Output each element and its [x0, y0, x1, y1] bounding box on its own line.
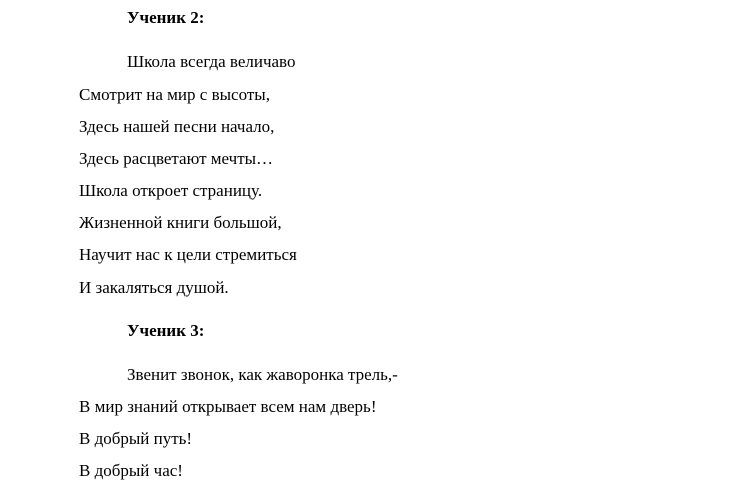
poem-line: В мир знаний открывает всем нам дверь! [79, 397, 377, 416]
poem-line: Школа всегда величаво [127, 52, 296, 71]
speaker-heading: Ученик 3: [127, 321, 205, 340]
speaker-heading: Ученик 2: [127, 8, 205, 27]
poem-line: Школа откроет страницу. [79, 181, 263, 200]
poem-line: Здесь расцветают мечты… [79, 149, 274, 168]
poem-line: Жизненной книги большой, [79, 213, 282, 232]
poem-line: Смотрит на мир с высоты, [79, 85, 270, 104]
poem-line: В добрый час! [79, 461, 183, 480]
poem-line: В добрый путь! [79, 429, 193, 448]
poem-line: Звенит звонок, как жаворонка трель,- [127, 365, 398, 384]
poem-line: Здесь нашей песни начало, [79, 117, 275, 136]
poem-line: Научит нас к цели стремиться [79, 245, 297, 264]
poem-line: И закаляться душой. [79, 278, 229, 297]
